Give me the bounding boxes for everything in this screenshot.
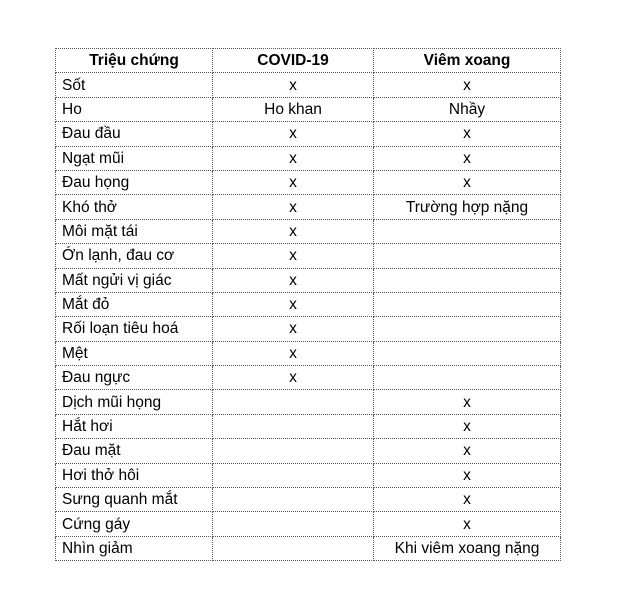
covid-cell: x xyxy=(213,73,374,97)
symptom-cell: Ho xyxy=(56,97,213,121)
symptom-comparison-table xyxy=(55,48,561,561)
sinusitis-cell: Trường hợp nặng xyxy=(374,195,561,219)
sinusitis-cell: x xyxy=(374,146,561,170)
header-row xyxy=(56,49,561,73)
symptom-cell: Ngạt mũi xyxy=(56,146,213,170)
table-row xyxy=(56,536,561,560)
covid-cell xyxy=(213,414,374,438)
sinusitis-cell: x xyxy=(374,390,561,414)
symptom-cell: Hắt hơi xyxy=(56,414,213,438)
sinusitis-cell: x xyxy=(374,170,561,194)
sinusitis-cell: x xyxy=(374,488,561,512)
symptom-cell: Nhìn giảm xyxy=(56,536,213,560)
table-row xyxy=(56,146,561,170)
sinusitis-cell: Khi viêm xoang nặng xyxy=(374,536,561,560)
table-row xyxy=(56,244,561,268)
sinusitis-cell xyxy=(374,244,561,268)
covid-cell: x xyxy=(213,122,374,146)
covid-cell: x xyxy=(213,244,374,268)
table-row xyxy=(56,414,561,438)
sinusitis-cell: x xyxy=(374,439,561,463)
symptom-cell: Sốt xyxy=(56,73,213,97)
table-header xyxy=(56,49,561,73)
table-row xyxy=(56,195,561,219)
sinusitis-cell: x xyxy=(374,463,561,487)
sinusitis-cell xyxy=(374,317,561,341)
covid-cell: x xyxy=(213,268,374,292)
covid-cell xyxy=(213,463,374,487)
symptom-cell: Ớn lạnh, đau cơ xyxy=(56,244,213,268)
symptom-cell: Cứng gáy xyxy=(56,512,213,536)
symptom-cell: Đau họng xyxy=(56,170,213,194)
table-row xyxy=(56,122,561,146)
sinusitis-cell: x xyxy=(374,414,561,438)
covid-cell: x xyxy=(213,341,374,365)
table-row xyxy=(56,512,561,536)
symptom-cell: Hơi thở hôi xyxy=(56,463,213,487)
sinusitis-cell: x xyxy=(374,122,561,146)
covid-cell: x xyxy=(213,292,374,316)
symptom-cell: Mất ngửi vị giác xyxy=(56,268,213,292)
table-row xyxy=(56,170,561,194)
symptom-cell: Đau mặt xyxy=(56,439,213,463)
covid-cell xyxy=(213,512,374,536)
symptom-cell: Mắt đỏ xyxy=(56,292,213,316)
covid-cell: Ho khan xyxy=(213,97,374,121)
symptom-cell: Sưng quanh mắt xyxy=(56,488,213,512)
header-symptom: Triệu chứng xyxy=(56,49,213,73)
table-row xyxy=(56,219,561,243)
covid-cell xyxy=(213,536,374,560)
sinusitis-cell xyxy=(374,292,561,316)
table-row xyxy=(56,268,561,292)
covid-cell: x xyxy=(213,146,374,170)
table-row xyxy=(56,463,561,487)
symptom-cell: Rối loạn tiêu hoá xyxy=(56,317,213,341)
sinusitis-cell: x xyxy=(374,512,561,536)
covid-cell xyxy=(213,488,374,512)
symptom-cell: Đau ngực xyxy=(56,366,213,390)
symptom-cell: Dịch mũi họng xyxy=(56,390,213,414)
symptom-cell: Mệt xyxy=(56,341,213,365)
symptom-cell: Khó thở xyxy=(56,195,213,219)
table-row xyxy=(56,366,561,390)
covid-cell xyxy=(213,390,374,414)
sinusitis-cell xyxy=(374,219,561,243)
table-body xyxy=(56,73,561,561)
table-row xyxy=(56,341,561,365)
symptom-comparison-table-container xyxy=(55,48,560,561)
covid-cell xyxy=(213,439,374,463)
covid-cell: x xyxy=(213,366,374,390)
header-covid: COVID-19 xyxy=(213,49,374,73)
covid-cell: x xyxy=(213,219,374,243)
covid-cell: x xyxy=(213,170,374,194)
table-row xyxy=(56,390,561,414)
table-row xyxy=(56,488,561,512)
table-row xyxy=(56,73,561,97)
table-row xyxy=(56,97,561,121)
table-row xyxy=(56,292,561,316)
symptom-cell: Môi mặt tái xyxy=(56,219,213,243)
covid-cell: x xyxy=(213,195,374,219)
sinusitis-cell xyxy=(374,341,561,365)
table-row xyxy=(56,439,561,463)
covid-cell: x xyxy=(213,317,374,341)
sinusitis-cell xyxy=(374,366,561,390)
sinusitis-cell: Nhầy xyxy=(374,97,561,121)
sinusitis-cell xyxy=(374,268,561,292)
table-row xyxy=(56,317,561,341)
symptom-cell: Đau đầu xyxy=(56,122,213,146)
sinusitis-cell: x xyxy=(374,73,561,97)
header-sinusitis: Viêm xoang xyxy=(374,49,561,73)
